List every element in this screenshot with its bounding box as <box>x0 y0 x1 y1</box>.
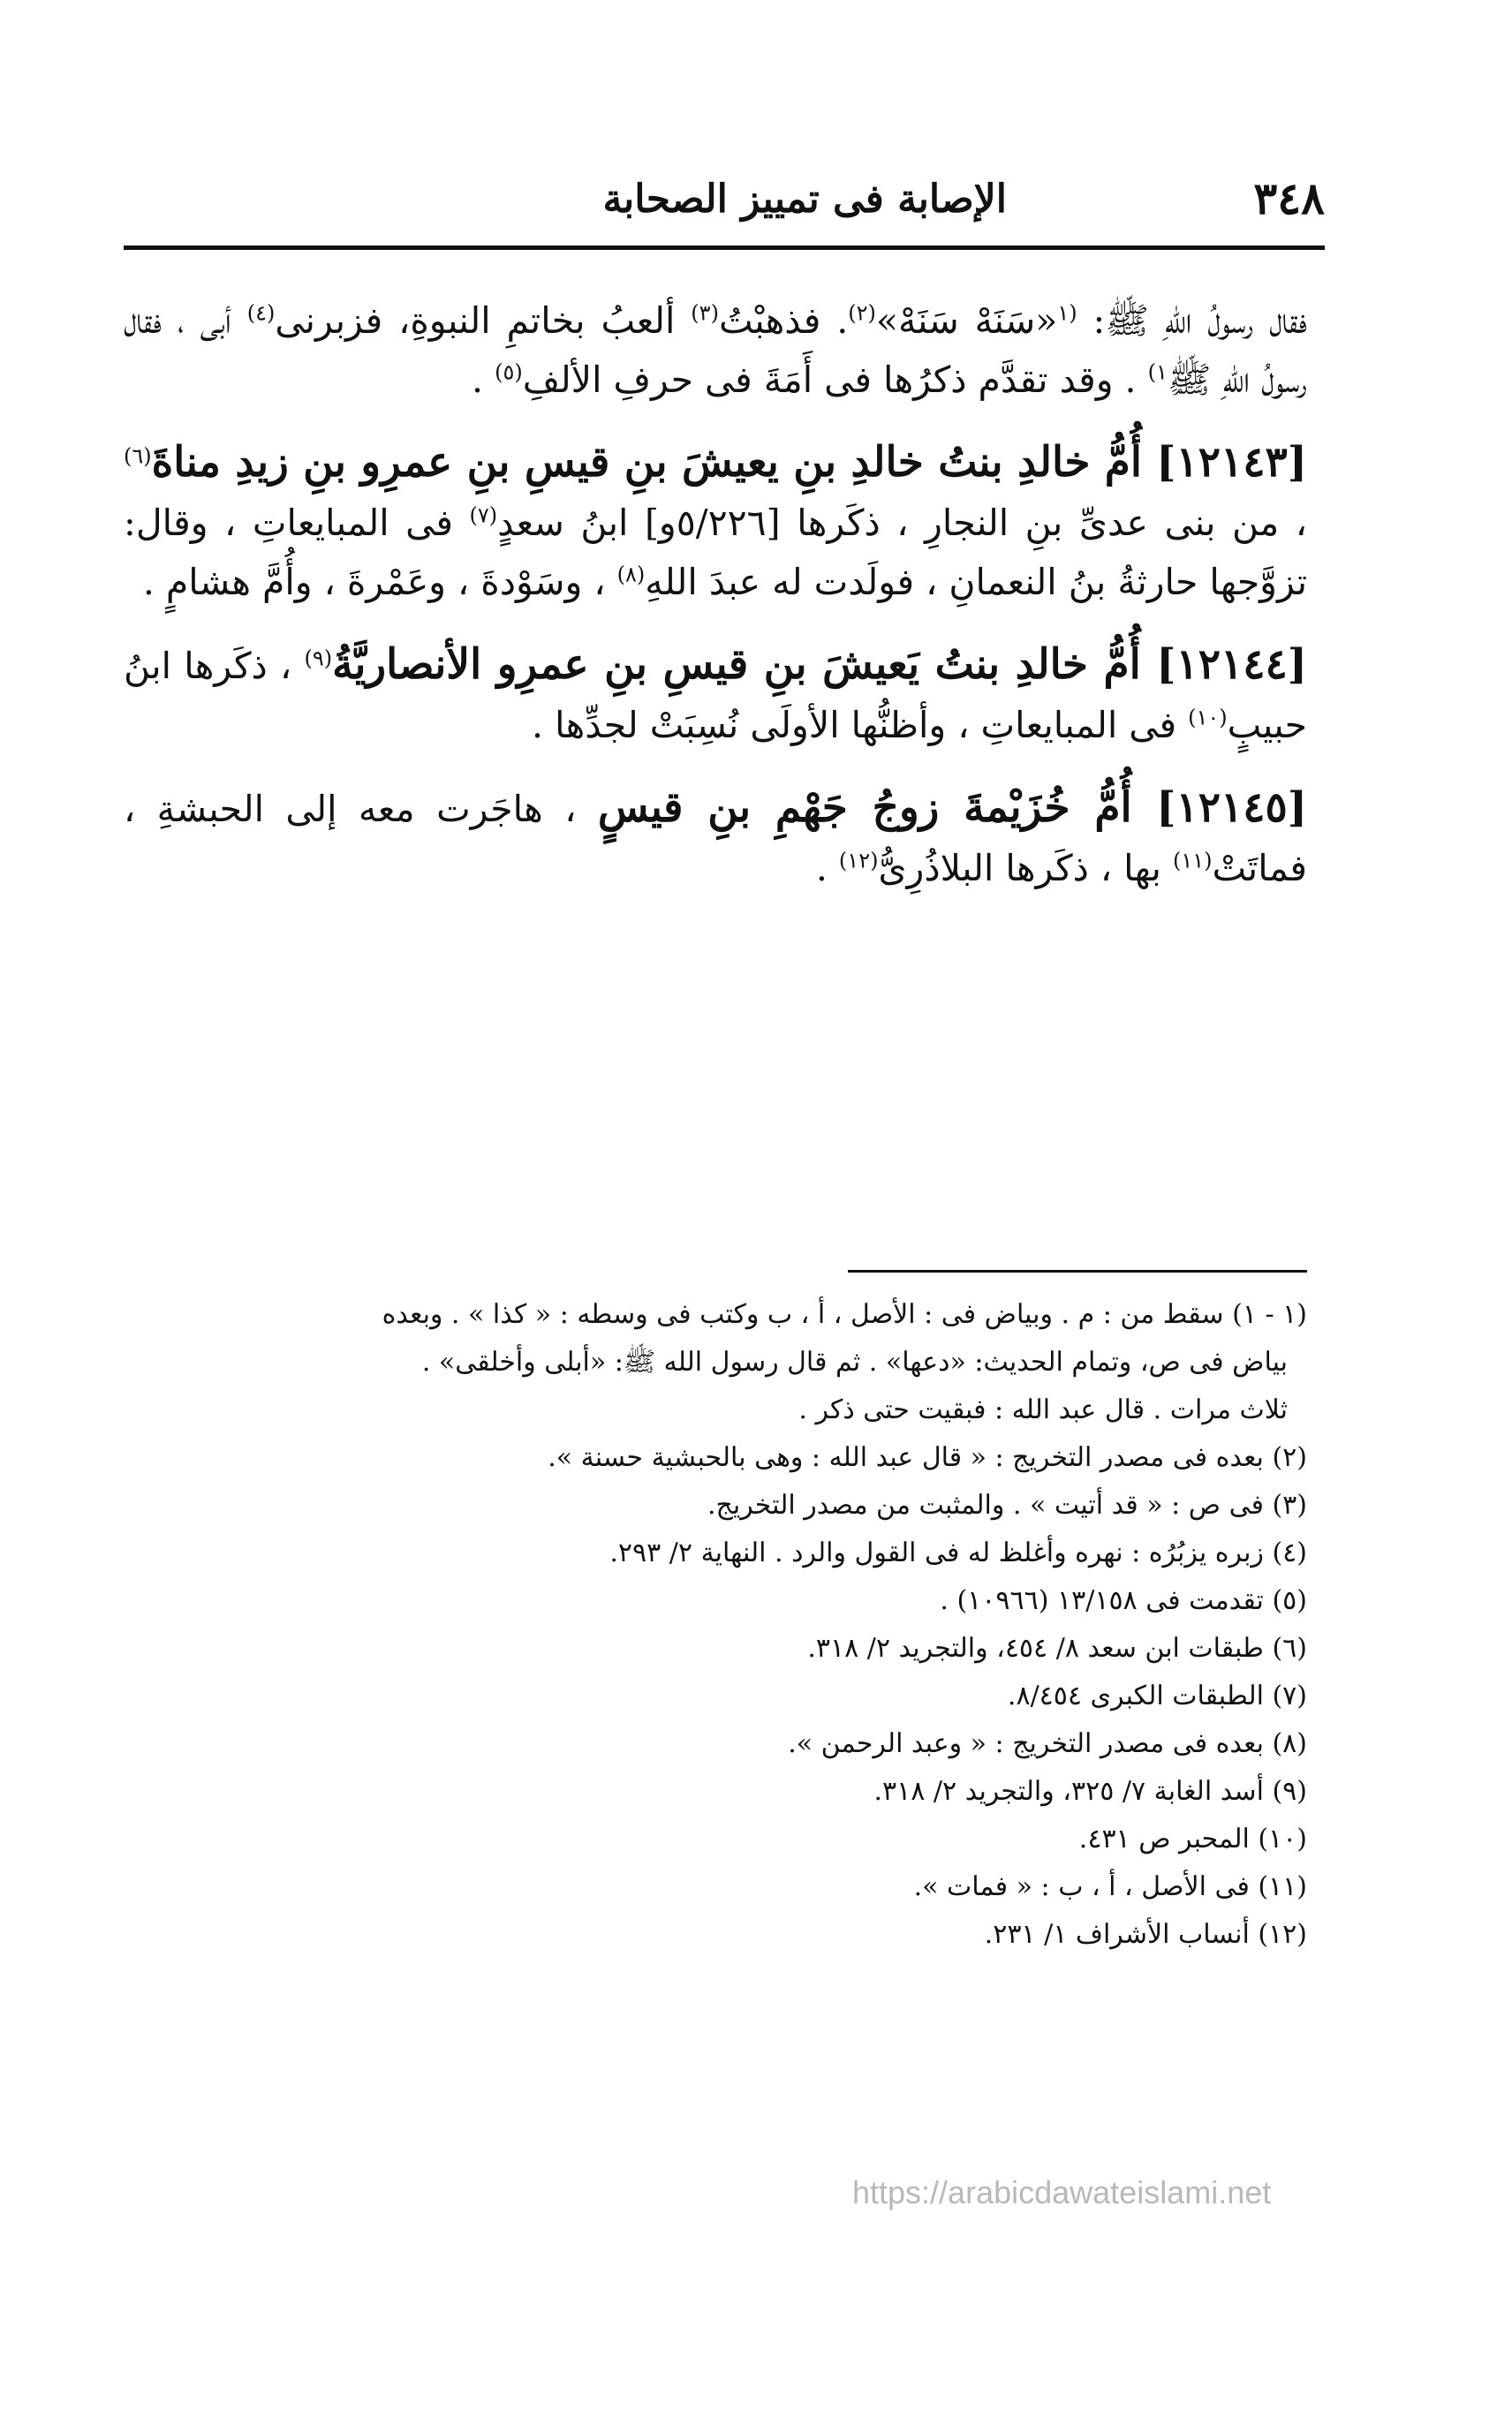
text-run: ، هاجَرت معه إلى الحبشةِ ، فماتَتْ <box>124 788 1307 889</box>
entry-12143 <box>124 433 1307 612</box>
footnote-ref: (٣) <box>691 300 719 326</box>
watermark-url: https://arabicdawateislami.net <box>852 2174 1272 2210</box>
running-title: الإصابة فى تمييز الصحابة <box>602 177 1007 222</box>
text-run: . <box>472 359 495 401</box>
footnote-ref: (١٠) <box>1188 705 1228 730</box>
footnote-ref: (٤) <box>246 300 276 326</box>
text-run: أبى ، فقال رسولُ اللهِ ﷺ <box>124 299 1307 401</box>
footnote-ref: (٧) <box>469 502 498 528</box>
footnote-rule <box>848 1270 1307 1273</box>
page-number: ٣٤٨ <box>1253 172 1325 224</box>
footnote-ref: ١) <box>1147 359 1168 385</box>
entry-heading: [١٢١٤٣] أُمُّ خالدِ بنتُ خالدِ بنِ يعيشَ بنِ قيسِ بنِ عمرِو بنِ زيدِ مناةَ <box>151 438 1307 487</box>
footnote-11: (١١) فى الأصل ، أ ، ب : « فمات ». <box>913 1871 1307 1902</box>
footnote-2: (٢) بعده فى مصدر التخريج : « قال عبد الله : وهى بالحبشية حسنة ». <box>548 1442 1307 1473</box>
page-header <box>124 172 1325 234</box>
footnote-12: (١٢) أنساب الأشراف ١/ ٢٣١. <box>984 1919 1307 1950</box>
footnote-ref: (٨) <box>616 562 646 587</box>
footnotes <box>124 1291 1307 1959</box>
entry-heading: [١٢١٤٥] أُمُّ خُزَيْمةَ زوجُ جَهْمِ بنِ قيسٍ <box>597 783 1307 832</box>
footnote-1-continued: ثلاث مرات . قال عبد الله : فبقيت حتى ذكر . <box>798 1394 1288 1425</box>
text-run: ، ذكَرها ابنُ حبيبٍ <box>124 645 1307 746</box>
footnote-ref: (٢) <box>848 300 876 326</box>
text-run: بها ، ذكَرها البلاذُرِىُّ <box>878 847 1173 889</box>
footnote-10: (١٠) المحبر ص ٤٣١. <box>1078 1824 1307 1855</box>
paragraph-hadith <box>124 291 1307 410</box>
footnote-5: (٥) تقدمت فى ١٣/١٥٨ (١٠٩٦٦) . <box>940 1585 1307 1616</box>
footnote-3: (٣) فى ص : « قد أتيت » . والمثبت من مصدر التخريج. <box>707 1490 1307 1521</box>
footnote-ref: (١١) <box>1173 848 1213 873</box>
header-rule <box>124 246 1325 250</box>
text-run: «سَنَهْ سَنَهْ» <box>875 299 1058 342</box>
entry-heading: [١٢١٤٤] أُمُّ خالدِ بنتُ يَعيشَ بنِ قيسِ بنِ عمرِو الأنصاريَّةُ <box>332 640 1308 689</box>
entry-12144 <box>124 635 1307 755</box>
text-run: ألعبُ بخاتمِ النبوةِ، فزبرنى <box>275 299 692 342</box>
footnote-1: (١ - ١) سقط من : م . وبياض فى : الأصل ، أ ، ب وكتب فى وسطه : « كذا » . وبعده <box>382 1299 1307 1330</box>
main-text <box>124 291 1307 898</box>
footnote-7: (٧) الطبقات الكبرى ٨/٤٥٤. <box>1007 1681 1307 1711</box>
footnote-6: (٦) طبقات ابن سعد ٨/ ٤٥٤، والتجريد ٢/ ٣١٨. <box>807 1633 1307 1664</box>
footnote-ref: (٦) <box>124 443 152 469</box>
text-run: فى المبايعاتِ ، وقال: تزوَّجها حارثةُ بنُ النعمانِ ، فولَدت له عبدَ اللهِ <box>124 502 1307 603</box>
footnote-ref: (١ <box>1057 300 1077 326</box>
footnote-ref: (٩) <box>304 646 333 671</box>
footnote-9: (٩) أسد الغابة ٧/ ٣٢٥، والتجريد ٢/ ٣١٨. <box>873 1776 1307 1807</box>
text-run: ، وسَوْدةَ ، وعَمْرةَ ، وأُمَّ هشامٍ . <box>142 561 617 603</box>
entry-12145 <box>124 778 1307 898</box>
text-run: . وقد تقدَّم ذكرُها فى أَمَةَ فى حرفِ الألفِ <box>522 359 1148 401</box>
footnote-ref: (١٢) <box>838 848 879 873</box>
text-run: . فذهبْتُ <box>718 299 849 342</box>
text-run: فقال رسولُ اللهِ ﷺ: <box>1077 299 1307 342</box>
footnote-8: (٨) بعده فى مصدر التخريج : « وعبد الرحمن ». <box>788 1728 1307 1759</box>
footnote-1-continued: بياض فى ص، وتمام الحديث: «دعها» . ثم قال رسول الله ﷺ: «أبلى وأخلقى» . <box>421 1347 1288 1378</box>
footnote-ref: (٥) <box>495 359 523 385</box>
text-run: . <box>815 847 839 889</box>
footnote-4: (٤) زبره يزبُرُه : نهره وأغلظ له فى القول والرد . النهاية ٢/ ٢٩٣. <box>609 1537 1307 1568</box>
text-run: ، من بنى عدىِّ بنِ النجارِ ، ذكَرها [٥/٢٢٦و] ابنُ سعدٍ <box>497 502 1307 544</box>
text-run: فى المبايعاتِ ، وأظنُّها الأولَى نُسِبَتْ لجدِّها . <box>532 704 1189 746</box>
